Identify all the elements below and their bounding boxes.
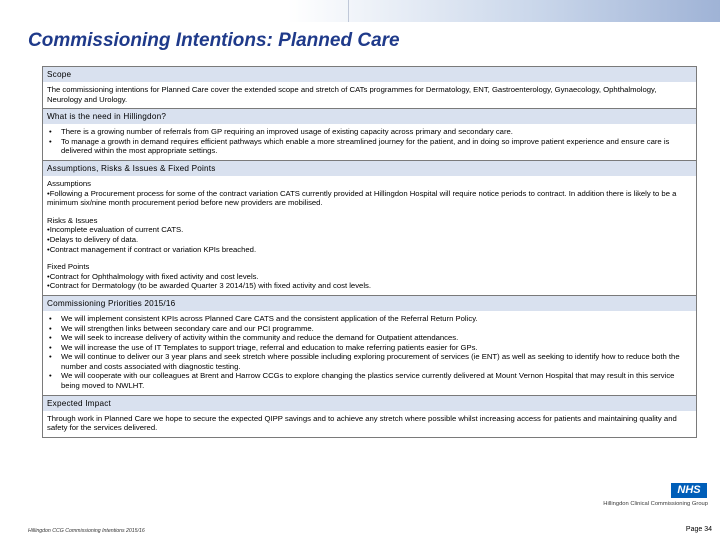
fixed-point-line: •Contract for Dermatology (to be awarded Quarter 3 2014/15) with fixed activity and cost levels. xyxy=(47,281,372,291)
assumptions-title: Assumptions xyxy=(47,178,92,188)
section-body-priorities xyxy=(43,311,696,395)
scope-text: The commissioning intentions for Planned Care cover the extended scope and stretch of CATs programmes for Dermatology, ENT, Gastroenterology, Gynaecology, Ophthalmology, Neurology and Urology. xyxy=(47,85,657,104)
footer-document-name: Hillingdon CCG Commissioning Intentions 2015/16 xyxy=(28,528,145,534)
header-divider xyxy=(348,0,349,22)
ccg-name: Hillingdon Clinical Commissioning Group xyxy=(603,501,708,507)
need-bullet: • There is a growing number of referrals from GP requiring an improved usage of existing capacity across primary and secondary care. xyxy=(47,127,692,137)
priority-bullet: • We will strengthen links between secondary care and our PCI programme. xyxy=(47,324,692,334)
risk-line: •Delays to delivery of data. xyxy=(47,234,139,244)
section-heading-assumptions-risks: Assumptions, Risks & Issues & Fixed Points xyxy=(43,160,696,176)
fixed-points-title: Fixed Points xyxy=(47,262,90,272)
need-bullet: • To manage a growth in demand requires efficient pathways which enable a more streamlined journey for the patient, and in doing so improve patient experience and ensure care is delivered within the most appropriate settings. xyxy=(47,137,692,156)
impact-text: Through work in Planned Care we hope to secure the expected QIPP savings and to achieve any stretch where possible whilst increasing access for patients and maintaining quality and safety for the services delivered. xyxy=(47,413,677,433)
priority-bullet: • We will continue to deliver our 3 year plans and seek stretch where possible including exploring procurement of services (ie ENT) as well as seeking to identify how to reduce both the number and costs associated with diagnostic testing. xyxy=(47,352,692,371)
section-body-need xyxy=(43,124,696,160)
priority-bullet: • We will cooperate with our colleagues at Brent and Harrow CCGs to explore changing the plastics service currently delivered at Mount Vernon Hospital that may result in this service being moved to NWLHT. xyxy=(47,371,692,390)
section-heading-scope: Scope xyxy=(43,67,696,82)
section-heading-need: What is the need in Hillingdon? xyxy=(43,108,696,124)
priority-bullet: • We will increase the use of IT Templates to support triage, referral and education to make referring patients easier for GPs. xyxy=(47,343,692,353)
page-number: Page 34 xyxy=(685,526,712,533)
risk-line: •Incomplete evaluation of current CATS. xyxy=(47,225,184,235)
priority-bullet: • We will implement consistent KPIs across Planned Care CATS and the consistent application of the Referral Return Policy. xyxy=(47,314,692,324)
section-heading-impact: Expected Impact xyxy=(43,395,696,411)
header-band xyxy=(0,0,720,22)
section-body-scope xyxy=(43,82,696,108)
page-title: Commissioning Intentions: Planned Care xyxy=(28,30,400,51)
priority-bullet: • We will seek to increase delivery of activity within the community and reduce the demand for Outpatient attendances. xyxy=(47,333,692,343)
fixed-point-line: •Contract for Ophthalmology with fixed activity and cost levels. xyxy=(47,271,259,281)
content-table xyxy=(42,66,697,438)
assumptions-text: •Following a Procurement process for some of the contract variation CATS currently provided at Hillingdon Hospital will require notice periods to contract. In addition there is likely to be a minimum six/nine month procurement period before new providers are mobilised. xyxy=(47,188,677,208)
risk-line: •Contract management if contract or variation KPIs breached. xyxy=(47,244,257,254)
nhs-logo: NHS xyxy=(671,483,707,498)
section-heading-priorities: Commissioning Priorities 2015/16 xyxy=(43,295,696,311)
section-body-impact xyxy=(43,411,696,437)
section-body-assumptions-risks xyxy=(43,176,696,295)
risks-title: Risks & Issues xyxy=(47,215,98,225)
